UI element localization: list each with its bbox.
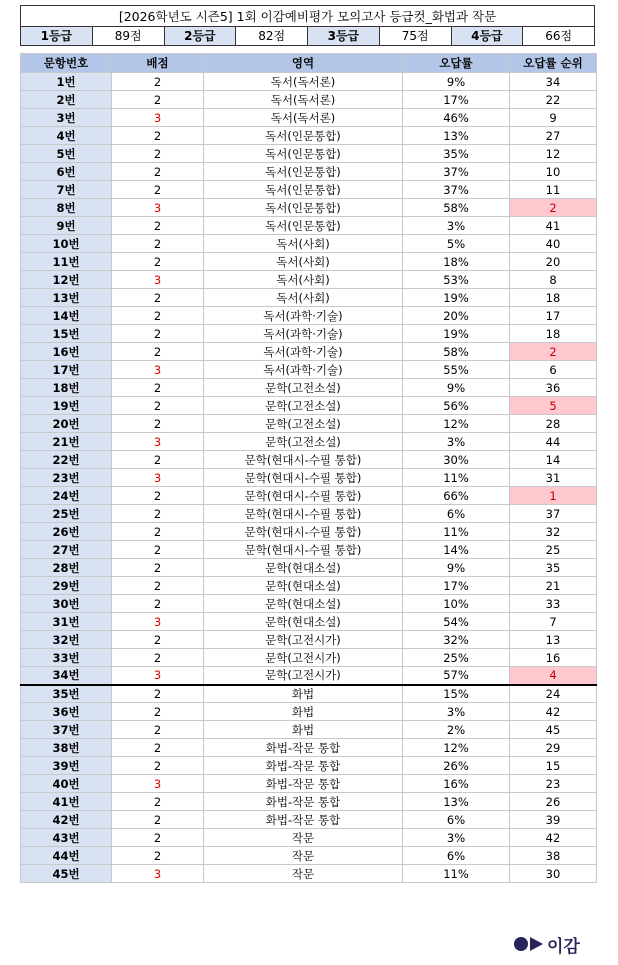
- question-number-cell: 9번: [21, 217, 112, 235]
- question-number-cell: 30번: [21, 595, 112, 613]
- error-rate-cell: 14%: [403, 541, 510, 559]
- error-rate-rank-cell: 1: [510, 487, 597, 505]
- area-cell: 문학(현대시-수필 통합): [204, 469, 403, 487]
- error-rate-cell: 30%: [403, 451, 510, 469]
- table-row: [21, 577, 597, 595]
- area-cell: 독서(사회): [204, 253, 403, 271]
- error-rate-rank-cell: 18: [510, 325, 597, 343]
- error-rate-rank-cell: 22: [510, 91, 597, 109]
- error-rate-cell: 13%: [403, 127, 510, 145]
- points-cell: 2: [112, 703, 204, 721]
- table-row: [21, 253, 597, 271]
- area-cell: 문학(현대소설): [204, 577, 403, 595]
- area-cell: 독서(독서론): [204, 109, 403, 127]
- table-row: [21, 325, 597, 343]
- error-rate-rank-cell: 45: [510, 721, 597, 739]
- question-number-cell: 10번: [21, 235, 112, 253]
- error-rate-cell: 19%: [403, 289, 510, 307]
- error-rate-cell: 2%: [403, 721, 510, 739]
- area-cell: 독서(사회): [204, 235, 403, 253]
- question-number-cell: 23번: [21, 469, 112, 487]
- area-cell: 문학(고전시가): [204, 631, 403, 649]
- error-rate-cell: 55%: [403, 361, 510, 379]
- error-rate-cell: 12%: [403, 739, 510, 757]
- area-cell: 독서(과학·기술): [204, 361, 403, 379]
- question-number-cell: 11번: [21, 253, 112, 271]
- question-number-cell: 44번: [21, 847, 112, 865]
- table-row: [21, 667, 597, 685]
- area-cell: 화법: [204, 685, 403, 703]
- points-cell: 2: [112, 577, 204, 595]
- error-rate-cell: 57%: [403, 667, 510, 685]
- error-rate-cell: 3%: [403, 217, 510, 235]
- table-row: [21, 217, 597, 235]
- question-number-cell: 25번: [21, 505, 112, 523]
- table-row: [21, 829, 597, 847]
- points-cell: 2: [112, 793, 204, 811]
- points-cell: 2: [112, 397, 204, 415]
- area-cell: 독서(인문통합): [204, 127, 403, 145]
- error-rate-cell: 3%: [403, 433, 510, 451]
- error-rate-rank-cell: 42: [510, 829, 597, 847]
- question-number-cell: 38번: [21, 739, 112, 757]
- points-cell: 2: [112, 487, 204, 505]
- table-row: [21, 163, 597, 181]
- area-cell: 화법: [204, 721, 403, 739]
- igam-logo: [514, 934, 580, 957]
- question-number-cell: 17번: [21, 361, 112, 379]
- question-number-cell: 37번: [21, 721, 112, 739]
- question-number-cell: 8번: [21, 199, 112, 217]
- error-rate-rank-cell: 32: [510, 523, 597, 541]
- col-header-points: 배점: [112, 54, 204, 73]
- error-rate-rank-cell: 4: [510, 667, 597, 685]
- area-cell: 독서(인문통합): [204, 199, 403, 217]
- error-rate-cell: 9%: [403, 559, 510, 577]
- question-number-cell: 41번: [21, 793, 112, 811]
- error-rate-rank-cell: 2: [510, 343, 597, 361]
- area-cell: 문학(고전소설): [204, 415, 403, 433]
- points-cell: 2: [112, 811, 204, 829]
- table-row: [21, 361, 597, 379]
- error-rate-cell: 13%: [403, 793, 510, 811]
- error-rate-cell: 6%: [403, 811, 510, 829]
- table-row: [21, 235, 597, 253]
- points-cell: 2: [112, 631, 204, 649]
- error-rate-cell: 3%: [403, 829, 510, 847]
- table-row: [21, 793, 597, 811]
- question-number-cell: 12번: [21, 271, 112, 289]
- question-number-cell: 42번: [21, 811, 112, 829]
- question-number-cell: 45번: [21, 865, 112, 883]
- error-rate-rank-cell: 16: [510, 649, 597, 667]
- points-cell: 2: [112, 307, 204, 325]
- table-row: [21, 595, 597, 613]
- error-rate-cell: 46%: [403, 109, 510, 127]
- area-cell: 문학(현대시-수필 통합): [204, 523, 403, 541]
- points-cell: 2: [112, 73, 204, 91]
- error-rate-cell: 6%: [403, 505, 510, 523]
- error-rate-rank-cell: 26: [510, 793, 597, 811]
- question-number-cell: 29번: [21, 577, 112, 595]
- question-number-cell: 43번: [21, 829, 112, 847]
- question-number-cell: 14번: [21, 307, 112, 325]
- question-number-cell: 5번: [21, 145, 112, 163]
- points-cell: 2: [112, 235, 204, 253]
- question-number-cell: 15번: [21, 325, 112, 343]
- error-rate-cell: 19%: [403, 325, 510, 343]
- area-cell: 문학(고전시가): [204, 649, 403, 667]
- question-number-cell: 31번: [21, 613, 112, 631]
- error-rate-cell: 16%: [403, 775, 510, 793]
- question-number-cell: 18번: [21, 379, 112, 397]
- points-cell: 3: [112, 865, 204, 883]
- logo-circle-icon: [514, 937, 528, 951]
- area-cell: 문학(현대소설): [204, 559, 403, 577]
- table-row: [21, 145, 597, 163]
- points-cell: 2: [112, 145, 204, 163]
- error-rate-cell: 26%: [403, 757, 510, 775]
- error-rate-cell: 56%: [403, 397, 510, 415]
- table-row: [21, 343, 597, 361]
- col-header-number: 문항번호: [21, 54, 112, 73]
- error-rate-rank-cell: 29: [510, 739, 597, 757]
- points-cell: 2: [112, 541, 204, 559]
- area-cell: 화법-작문 통합: [204, 811, 403, 829]
- area-cell: 화법: [204, 703, 403, 721]
- error-rate-rank-cell: 5: [510, 397, 597, 415]
- table-row: [21, 685, 597, 703]
- grade-2-label: 2등급: [165, 27, 237, 45]
- table-row: [21, 559, 597, 577]
- question-number-cell: 22번: [21, 451, 112, 469]
- error-rate-cell: 11%: [403, 523, 510, 541]
- points-cell: 3: [112, 613, 204, 631]
- question-number-cell: 19번: [21, 397, 112, 415]
- error-rate-rank-cell: 10: [510, 163, 597, 181]
- table-row: [21, 631, 597, 649]
- question-number-cell: 24번: [21, 487, 112, 505]
- points-cell: 2: [112, 415, 204, 433]
- area-cell: 화법-작문 통합: [204, 739, 403, 757]
- points-cell: 2: [112, 685, 204, 703]
- points-cell: 2: [112, 379, 204, 397]
- table-row: [21, 307, 597, 325]
- points-cell: 2: [112, 847, 204, 865]
- error-rate-cell: 17%: [403, 91, 510, 109]
- area-cell: 독서(사회): [204, 271, 403, 289]
- question-number-cell: 28번: [21, 559, 112, 577]
- area-cell: 독서(인문통합): [204, 145, 403, 163]
- error-rate-rank-cell: 12: [510, 145, 597, 163]
- error-rate-cell: 58%: [403, 343, 510, 361]
- points-cell: 3: [112, 271, 204, 289]
- points-cell: 2: [112, 343, 204, 361]
- area-cell: 문학(고전소설): [204, 379, 403, 397]
- points-cell: 3: [112, 469, 204, 487]
- points-cell: 2: [112, 757, 204, 775]
- error-rate-table: [20, 53, 597, 883]
- points-cell: 2: [112, 91, 204, 109]
- error-rate-rank-cell: 21: [510, 577, 597, 595]
- error-rate-rank-cell: 41: [510, 217, 597, 235]
- table-row: [21, 199, 597, 217]
- col-header-area: 영역: [204, 54, 403, 73]
- area-cell: 작문: [204, 829, 403, 847]
- points-cell: 3: [112, 199, 204, 217]
- area-cell: 화법-작문 통합: [204, 793, 403, 811]
- error-rate-cell: 6%: [403, 847, 510, 865]
- table-row: [21, 613, 597, 631]
- error-rate-rank-cell: 11: [510, 181, 597, 199]
- points-cell: 3: [112, 361, 204, 379]
- question-number-cell: 13번: [21, 289, 112, 307]
- error-rate-cell: 9%: [403, 379, 510, 397]
- points-cell: 3: [112, 775, 204, 793]
- grade-cut-row: [21, 27, 594, 45]
- area-cell: 문학(현대시-수필 통합): [204, 487, 403, 505]
- question-number-cell: 6번: [21, 163, 112, 181]
- table-row: [21, 415, 597, 433]
- error-rate-rank-cell: 27: [510, 127, 597, 145]
- grade-2-score: 82점: [236, 27, 308, 45]
- question-number-cell: 36번: [21, 703, 112, 721]
- grade-cut-box: [20, 5, 595, 46]
- points-cell: 2: [112, 739, 204, 757]
- error-rate-rank-cell: 36: [510, 379, 597, 397]
- question-number-cell: 3번: [21, 109, 112, 127]
- table-row: [21, 91, 597, 109]
- table-row: [21, 739, 597, 757]
- error-rate-cell: 11%: [403, 865, 510, 883]
- points-cell: 2: [112, 253, 204, 271]
- error-rate-cell: 3%: [403, 703, 510, 721]
- table-row: [21, 865, 597, 883]
- points-cell: 2: [112, 163, 204, 181]
- error-rate-rank-cell: 14: [510, 451, 597, 469]
- area-cell: 독서(과학·기술): [204, 343, 403, 361]
- table-row: [21, 847, 597, 865]
- table-row: [21, 181, 597, 199]
- error-rate-cell: 10%: [403, 595, 510, 613]
- error-rate-rank-cell: 13: [510, 631, 597, 649]
- error-rate-rank-cell: 20: [510, 253, 597, 271]
- table-row: [21, 487, 597, 505]
- error-rate-rank-cell: 6: [510, 361, 597, 379]
- area-cell: 화법-작문 통합: [204, 757, 403, 775]
- area-cell: 문학(고전소설): [204, 433, 403, 451]
- error-rate-cell: 54%: [403, 613, 510, 631]
- area-cell: 독서(과학·기술): [204, 325, 403, 343]
- table-row: [21, 379, 597, 397]
- area-cell: 작문: [204, 865, 403, 883]
- area-cell: 문학(현대소설): [204, 595, 403, 613]
- error-rate-cell: 37%: [403, 181, 510, 199]
- error-rate-rank-cell: 42: [510, 703, 597, 721]
- error-rate-rank-cell: 40: [510, 235, 597, 253]
- area-cell: 독서(과학·기술): [204, 307, 403, 325]
- grade-4-label: 4등급: [452, 27, 524, 45]
- question-number-cell: 2번: [21, 91, 112, 109]
- table-row: [21, 289, 597, 307]
- error-rate-cell: 37%: [403, 163, 510, 181]
- area-cell: 독서(사회): [204, 289, 403, 307]
- points-cell: 2: [112, 559, 204, 577]
- error-rate-cell: 12%: [403, 415, 510, 433]
- table-row: [21, 469, 597, 487]
- area-cell: 문학(현대소설): [204, 613, 403, 631]
- logo-triangle-icon: [530, 937, 543, 951]
- error-rate-cell: 25%: [403, 649, 510, 667]
- error-rate-cell: 11%: [403, 469, 510, 487]
- question-number-cell: 32번: [21, 631, 112, 649]
- question-number-cell: 40번: [21, 775, 112, 793]
- error-rate-rank-cell: 44: [510, 433, 597, 451]
- grade-1-label: 1등급: [21, 27, 93, 45]
- table-row: [21, 127, 597, 145]
- area-cell: 독서(독서론): [204, 73, 403, 91]
- error-rate-cell: 15%: [403, 685, 510, 703]
- points-cell: 2: [112, 829, 204, 847]
- table-header-row: [21, 54, 597, 73]
- area-cell: 문학(현대시-수필 통합): [204, 451, 403, 469]
- table-row: [21, 703, 597, 721]
- error-rate-cell: 17%: [403, 577, 510, 595]
- question-number-cell: 4번: [21, 127, 112, 145]
- question-number-cell: 21번: [21, 433, 112, 451]
- question-number-cell: 16번: [21, 343, 112, 361]
- points-cell: 2: [112, 649, 204, 667]
- error-rate-cell: 58%: [403, 199, 510, 217]
- error-rate-rank-cell: 18: [510, 289, 597, 307]
- area-cell: 문학(현대시-수필 통합): [204, 505, 403, 523]
- area-cell: 문학(고전소설): [204, 397, 403, 415]
- points-cell: 3: [112, 667, 204, 685]
- grade-1-score: 89점: [93, 27, 165, 45]
- error-rate-rank-cell: 7: [510, 613, 597, 631]
- col-header-error-rate: 오답률: [403, 54, 510, 73]
- table-row: [21, 451, 597, 469]
- question-number-cell: 34번: [21, 667, 112, 685]
- area-cell: 문학(현대시-수필 통합): [204, 541, 403, 559]
- error-rate-cell: 5%: [403, 235, 510, 253]
- points-cell: 3: [112, 109, 204, 127]
- points-cell: 2: [112, 181, 204, 199]
- error-rate-cell: 9%: [403, 73, 510, 91]
- question-number-cell: 20번: [21, 415, 112, 433]
- error-rate-cell: 35%: [403, 145, 510, 163]
- logo-text: 이감: [547, 936, 580, 957]
- question-number-cell: 1번: [21, 73, 112, 91]
- question-number-cell: 27번: [21, 541, 112, 559]
- points-cell: 2: [112, 505, 204, 523]
- points-cell: 2: [112, 325, 204, 343]
- points-cell: 2: [112, 289, 204, 307]
- error-rate-rank-cell: 24: [510, 685, 597, 703]
- error-rate-rank-cell: 34: [510, 73, 597, 91]
- table-row: [21, 757, 597, 775]
- points-cell: 2: [112, 217, 204, 235]
- table-row: [21, 271, 597, 289]
- error-rate-rank-cell: 33: [510, 595, 597, 613]
- error-rate-cell: 18%: [403, 253, 510, 271]
- question-number-cell: 26번: [21, 523, 112, 541]
- error-rate-cell: 66%: [403, 487, 510, 505]
- table-row: [21, 811, 597, 829]
- error-rate-cell: 32%: [403, 631, 510, 649]
- area-cell: 독서(인문통합): [204, 181, 403, 199]
- error-rate-rank-cell: 35: [510, 559, 597, 577]
- error-rate-rank-cell: 9: [510, 109, 597, 127]
- error-rate-rank-cell: 31: [510, 469, 597, 487]
- question-number-cell: 33번: [21, 649, 112, 667]
- table-row: [21, 397, 597, 415]
- error-rate-rank-cell: 38: [510, 847, 597, 865]
- table-row: [21, 775, 597, 793]
- col-header-rank: 오답률 순위: [510, 54, 597, 73]
- error-rate-rank-cell: 2: [510, 199, 597, 217]
- error-rate-rank-cell: 23: [510, 775, 597, 793]
- table-row: [21, 73, 597, 91]
- table-row: [21, 649, 597, 667]
- points-cell: 2: [112, 523, 204, 541]
- error-rate-rank-cell: 37: [510, 505, 597, 523]
- error-rate-rank-cell: 28: [510, 415, 597, 433]
- points-cell: 3: [112, 433, 204, 451]
- grade-3-label: 3등급: [308, 27, 380, 45]
- error-rate-cell: 53%: [403, 271, 510, 289]
- table-row: [21, 721, 597, 739]
- points-cell: 2: [112, 721, 204, 739]
- area-cell: 독서(인문통합): [204, 217, 403, 235]
- question-number-cell: 35번: [21, 685, 112, 703]
- points-cell: 2: [112, 595, 204, 613]
- grade-4-score: 66점: [545, 29, 573, 43]
- table-row: [21, 505, 597, 523]
- error-rate-rank-cell: 30: [510, 865, 597, 883]
- table-row: [21, 109, 597, 127]
- error-rate-cell: 20%: [403, 307, 510, 325]
- error-rate-rank-cell: 8: [510, 271, 597, 289]
- question-number-cell: 7번: [21, 181, 112, 199]
- page-title: [2026학년도 시즌5] 1회 이감예비평가 모의고사 등급컷_화법과 작문: [21, 6, 594, 27]
- error-rate-rank-cell: 17: [510, 307, 597, 325]
- error-rate-rank-cell: 25: [510, 541, 597, 559]
- table-body: [21, 73, 597, 883]
- table-row: [21, 433, 597, 451]
- area-cell: 작문: [204, 847, 403, 865]
- area-cell: 화법-작문 통합: [204, 775, 403, 793]
- area-cell: 독서(독서론): [204, 91, 403, 109]
- table-row: [21, 523, 597, 541]
- grade-3-score: 75점: [380, 27, 452, 45]
- table-row: [21, 541, 597, 559]
- points-cell: 2: [112, 451, 204, 469]
- area-cell: 독서(인문통합): [204, 163, 403, 181]
- error-rate-rank-cell: 15: [510, 757, 597, 775]
- error-rate-rank-cell: 39: [510, 811, 597, 829]
- area-cell: 문학(고전시가): [204, 667, 403, 685]
- question-number-cell: 39번: [21, 757, 112, 775]
- points-cell: 2: [112, 127, 204, 145]
